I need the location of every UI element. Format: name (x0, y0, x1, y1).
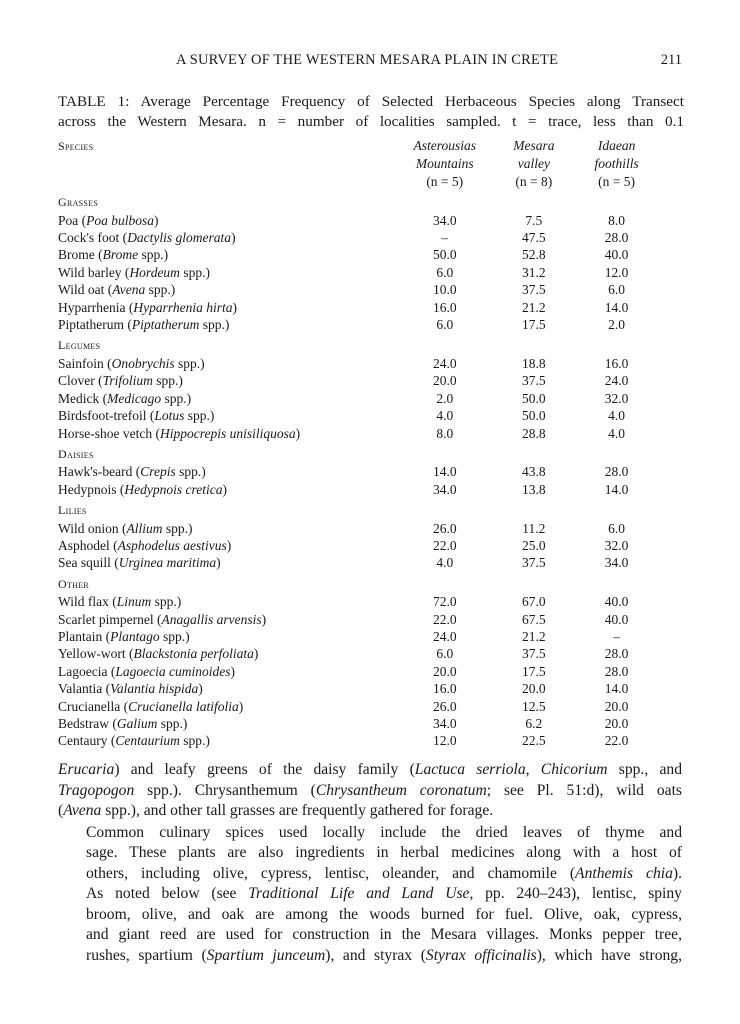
species-latin-name: Hyparrhenia hirta (133, 299, 233, 315)
table-row (58, 611, 658, 628)
table-row (58, 481, 658, 498)
species-name (58, 229, 389, 246)
species-name (58, 372, 389, 389)
frequency-value: 40.0 (604, 611, 629, 627)
species-latin-name: Galium (116, 716, 158, 731)
frequency-value: 24.0 (432, 355, 457, 371)
frequency-value: 17.5 (522, 317, 546, 333)
species-frequency-table (58, 137, 658, 750)
species-latin-name: Crepis (140, 464, 176, 480)
frequency-value: 34.0 (432, 212, 457, 228)
frequency-value: 34.0 (604, 555, 629, 571)
species-name (58, 390, 389, 407)
col-header-mesara-l1: Mesara (513, 138, 555, 153)
group-heading: Legumes (58, 338, 101, 353)
caption-line-2: across the Western Mesara. n = number of localities sampled. t = trace, less than 0.1 (58, 113, 684, 130)
frequency-value: 28.0 (604, 646, 629, 662)
group-heading: Grasses (58, 195, 99, 210)
species-latin-name: Lagoecia cuminoides (115, 663, 231, 679)
text-line (58, 884, 682, 905)
frequency-value: 40.0 (604, 594, 629, 610)
species-name-tail: spp.) (174, 355, 205, 371)
frequency-value: 20.0 (432, 373, 457, 389)
species-latin-name: Medicago (107, 390, 162, 406)
table-row (58, 663, 658, 680)
species-name-tail: spp.) (175, 464, 206, 480)
italic-run: Anthemis chia (575, 864, 673, 882)
species-name (58, 698, 389, 715)
species-common-name: Cock's foot ( (58, 230, 128, 246)
body-text (58, 760, 682, 966)
frequency-value: 14.0 (432, 464, 457, 480)
species-name-tail: ) (198, 681, 203, 697)
species-common-name: Hyparrhenia ( (58, 299, 134, 315)
frequency-value: 4.0 (608, 408, 626, 424)
species-name (58, 299, 389, 316)
species-name-tail: ) (295, 425, 301, 441)
group-heading-row (58, 442, 658, 463)
text-run: , pp. 240–243), lentisc, spiny (469, 885, 682, 902)
frequency-value: 13.8 (522, 481, 546, 497)
table-row (58, 316, 658, 333)
frequency-value: 20.0 (522, 681, 546, 697)
col-header-mesara-n: (n = 8) (515, 173, 553, 189)
text-run: ), and styrax ( (325, 946, 426, 964)
species-name (58, 537, 389, 554)
species-latin-name: Blackstonia perfoliata (133, 646, 254, 662)
species-column-header: Species (58, 139, 94, 153)
frequency-value: 47.5 (522, 230, 546, 246)
frequency-value: 16.0 (432, 681, 457, 697)
frequency-value: 6.0 (436, 264, 454, 280)
frequency-value: 20.0 (604, 716, 629, 731)
species-latin-name: Anagallis arvensis (161, 611, 262, 627)
group-heading-row (58, 333, 658, 354)
table-row (58, 593, 658, 610)
species-name (58, 732, 389, 749)
table-row (58, 390, 658, 407)
frequency-value: 67.0 (522, 594, 546, 610)
col-header-asterousias-n: (n = 5) (426, 173, 464, 189)
frequency-value: 37.5 (522, 373, 546, 389)
species-latin-name: Poa bulbosa (86, 212, 155, 228)
frequency-value: 21.2 (522, 628, 546, 644)
italic-run: Tragopogon (58, 781, 135, 799)
species-name-tail: spp.) (179, 733, 210, 749)
species-name-tail: spp.) (152, 373, 183, 389)
text-run: As noted below (see (86, 885, 249, 902)
frequency-value: 21.2 (522, 299, 546, 315)
frequency-value: 6.0 (608, 282, 626, 298)
species-latin-name: Linum (116, 594, 152, 610)
species-name-tail: ) (261, 611, 267, 627)
species-common-name: Wild flax ( (58, 594, 117, 610)
frequency-value: 26.0 (432, 520, 457, 536)
species-name-tail: ) (230, 663, 235, 679)
group-heading: Other (58, 576, 90, 591)
table-caption (58, 92, 684, 132)
species-common-name: Horse-shoe vetch ( (58, 425, 160, 441)
col-header-asterousias-l1: Asterousias (413, 138, 476, 153)
frequency-value: 22.0 (432, 611, 457, 627)
species-name-tail: spp.) (161, 390, 192, 406)
species-common-name: Wild onion ( (58, 520, 127, 536)
frequency-value: 16.0 (604, 355, 629, 371)
species-latin-name: Hedypnois cretica (124, 481, 223, 497)
group-heading: Daisies (58, 446, 94, 461)
table-header-row-1 (58, 137, 658, 155)
frequency-value: 34.0 (432, 481, 457, 497)
col-header-asterousias-l2: Mountains (415, 156, 474, 172)
text-run: others, including olive, cypress, lentisc, oleander, and chamomile ( (86, 864, 576, 882)
frequency-value: 12.5 (522, 698, 546, 714)
italic-run: Avena (63, 802, 102, 819)
species-common-name: Birdsfoot-trefoil ( (58, 408, 155, 424)
table-row (58, 554, 658, 571)
text-run: ). (672, 864, 683, 882)
species-name (58, 554, 389, 571)
frequency-value: 14.0 (604, 299, 629, 315)
frequency-value: 37.5 (522, 646, 546, 662)
text-line (58, 864, 682, 885)
table-row (58, 407, 658, 424)
species-name-tail: ) (226, 537, 232, 553)
group-heading: Lilies (58, 503, 87, 518)
frequency-value: 7.5 (525, 212, 543, 228)
species-name (58, 680, 389, 697)
species-common-name: Yellow-wort ( (58, 646, 134, 662)
table-row (58, 229, 658, 246)
species-name-tail: spp.) (159, 628, 190, 644)
species-name-tail: spp.) (138, 247, 169, 263)
frequency-value: 16.0 (432, 299, 457, 315)
frequency-value: 32.0 (604, 537, 629, 553)
text-run: spp., and (607, 761, 682, 778)
running-title: A SURVEY OF THE WESTERN MESARA PLAIN IN CRETE (176, 52, 559, 68)
species-latin-name: Hippocrepis unisiliquosa (159, 425, 296, 441)
table-header-row-3 (58, 173, 658, 190)
frequency-value: 24.0 (604, 373, 629, 389)
species-common-name: Hawk's-beard ( (58, 464, 141, 480)
text-run: ) and leafy greens of the daisy family ( (114, 761, 415, 778)
frequency-value: 6.2 (525, 716, 543, 731)
italic-run: Erucaria (58, 761, 115, 778)
frequency-value: 6.0 (436, 646, 454, 662)
text-line (58, 905, 682, 926)
species-name (58, 212, 389, 229)
text-line (58, 781, 682, 802)
text-line (58, 801, 682, 822)
frequency-value: 2.0 (436, 390, 454, 406)
text-line (58, 843, 682, 864)
running-header (58, 52, 682, 72)
table-row (58, 520, 658, 537)
table-header-row-2 (58, 155, 658, 172)
table-row (58, 372, 658, 389)
species-common-name: Valantia ( (58, 681, 111, 697)
text-line (58, 946, 682, 967)
text-run: ; see Pl. 51:d), wild oats (486, 781, 682, 799)
frequency-value: 18.8 (522, 355, 546, 371)
species-name (58, 316, 389, 333)
frequency-value: 31.2 (522, 264, 546, 280)
frequency-value: 52.8 (522, 247, 546, 263)
species-common-name: Wild oat ( (58, 282, 113, 298)
italic-run: Spartium junceum (206, 946, 326, 964)
species-name-tail: spp.) (151, 594, 182, 610)
caption-line-1: TABLE 1: Average Percentage Frequency of Selected Herbaceous Species along Transect (58, 93, 684, 110)
species-name-tail: ) (238, 698, 244, 714)
species-latin-name: Trifolium (102, 373, 153, 389)
species-name-tail: spp.) (184, 408, 215, 424)
frequency-value: 6.0 (608, 520, 626, 536)
frequency-value: 17.5 (522, 663, 546, 679)
frequency-value: 25.0 (522, 537, 546, 553)
frequency-value: 2.0 (608, 317, 626, 333)
species-name-tail: spp.) (145, 282, 176, 298)
text-run: spp.). Chrysanthemum ( (134, 781, 316, 799)
col-header-idaean-n: (n = 5) (598, 173, 636, 189)
frequency-value: 4.0 (608, 425, 626, 441)
species-latin-name: Brome (102, 247, 139, 263)
table-row (58, 680, 658, 697)
species-common-name: Lagoecia ( (58, 663, 116, 679)
frequency-value: 72.0 (432, 594, 457, 610)
text-run: spp.), and other tall grasses are frequently gathered for forage. (101, 802, 494, 819)
species-common-name: Hedypnois ( (58, 481, 125, 497)
text-run: sage. These plants are also ingredients in herbal medicines along with a host of (86, 844, 682, 861)
frequency-value: 10.0 (432, 282, 457, 298)
col-header-idaean-l1: Idaean (597, 138, 636, 153)
col-header-idaean-l2: foothills (594, 156, 639, 172)
table-row (58, 537, 658, 554)
text-line (58, 760, 682, 781)
frequency-value: 37.5 (522, 555, 546, 571)
species-latin-name: Piptatherum (131, 317, 200, 333)
frequency-value: 22.0 (432, 537, 457, 553)
table-row (58, 212, 658, 229)
group-heading-row (58, 190, 658, 211)
species-latin-name: Centaurium (115, 733, 180, 749)
text-run: Common culinary spices used locally include the dried leaves of thyme and (86, 823, 682, 841)
table-row (58, 281, 658, 298)
species-latin-name: Urginea maritima (118, 555, 217, 571)
frequency-value: 28.0 (604, 230, 629, 246)
species-name (58, 481, 389, 498)
frequency-value: 11.2 (522, 520, 546, 536)
species-latin-name: Plantago (110, 628, 160, 644)
table-row (58, 645, 658, 662)
species-common-name: Scarlet pimpernel ( (58, 611, 162, 627)
frequency-value: 43.8 (522, 464, 546, 480)
frequency-value: 4.0 (436, 408, 454, 424)
species-name (58, 463, 389, 480)
frequency-value: 32.0 (604, 390, 629, 406)
frequency-value: 6.0 (436, 317, 454, 333)
frequency-value: 14.0 (604, 481, 629, 497)
species-common-name: Centaury ( (58, 733, 116, 749)
species-name-tail: ) (154, 212, 159, 228)
species-name-tail: ) (231, 230, 236, 246)
species-common-name: Medick ( (58, 390, 108, 406)
frequency-value: 22.5 (522, 733, 546, 749)
frequency-value: 24.0 (432, 628, 457, 644)
species-name (58, 246, 389, 263)
frequency-value: 37.5 (522, 282, 546, 298)
species-name (58, 355, 389, 372)
species-name-tail: spp.) (157, 716, 188, 731)
frequency-value: 40.0 (604, 247, 629, 263)
frequency-value: 8.0 (608, 212, 626, 228)
species-common-name: Wild barley ( (58, 264, 130, 280)
species-name (58, 715, 389, 732)
species-name-tail: ) (216, 555, 221, 571)
frequency-value: – (441, 230, 449, 246)
species-latin-name: Allium (126, 520, 163, 536)
frequency-value: 50.0 (522, 390, 546, 406)
text-line (58, 823, 682, 844)
species-name-tail: spp.) (162, 520, 193, 536)
table-row (58, 299, 658, 316)
species-common-name: Plantain ( (58, 628, 111, 644)
species-name (58, 593, 389, 610)
italic-run: Styrax officinalis (425, 946, 537, 964)
species-name (58, 425, 389, 442)
italic-run: Lactuca serriola, Chicorium (414, 761, 608, 778)
table-row (58, 628, 658, 645)
species-latin-name: Onobrychis (111, 355, 175, 371)
species-name (58, 628, 389, 645)
italic-run: Traditional Life and Land Use (248, 885, 470, 902)
species-name-tail: spp.) (199, 317, 230, 333)
species-common-name: Brome ( (58, 247, 103, 263)
species-common-name: Clover ( (58, 373, 103, 389)
species-common-name: Piptatherum ( (58, 317, 132, 333)
col-header-mesara-l2: valley (517, 156, 550, 172)
text-line (58, 925, 682, 946)
frequency-value: 12.0 (604, 264, 629, 280)
table-row (58, 355, 658, 372)
species-name (58, 264, 389, 281)
frequency-value: 28.0 (604, 663, 629, 679)
species-name-tail: ) (222, 481, 227, 497)
species-name (58, 520, 389, 537)
paragraph-1 (58, 760, 682, 822)
table-row (58, 264, 658, 281)
group-heading-row (58, 572, 658, 593)
text-run: ( (58, 802, 64, 819)
species-latin-name: Lotus (154, 408, 185, 424)
table-row (58, 425, 658, 442)
frequency-value: – (613, 628, 620, 644)
text-run: broom, olive, and oak are among the woods burned for fuel. Olive, oak, cypress, (86, 905, 682, 923)
text-run: ), which have strong, (536, 946, 682, 964)
species-latin-name: Valantia hispida (110, 681, 199, 697)
frequency-value: 20.0 (604, 698, 629, 714)
table-row (58, 732, 658, 749)
frequency-value: 50.0 (432, 247, 457, 263)
frequency-value: 50.0 (522, 408, 546, 424)
frequency-value: 4.0 (436, 555, 454, 571)
species-name (58, 663, 389, 680)
frequency-value: 20.0 (432, 663, 457, 679)
species-common-name: Sea squill ( (58, 555, 119, 571)
species-common-name: Crucianella ( (58, 698, 129, 714)
frequency-value: 14.0 (604, 681, 629, 697)
species-name (58, 611, 389, 628)
table-row (58, 715, 658, 732)
species-common-name: Poa ( (58, 212, 87, 228)
species-name (58, 645, 389, 662)
paragraph-2 (58, 823, 682, 967)
group-heading-row (58, 498, 658, 519)
frequency-value: 28.0 (604, 464, 629, 480)
species-latin-name: Crucianella latifolia (128, 698, 239, 714)
species-latin-name: Avena (112, 282, 146, 298)
page-number: 211 (660, 52, 682, 68)
frequency-value: 34.0 (432, 716, 457, 731)
species-name (58, 407, 389, 424)
species-name-tail: ) (253, 646, 259, 662)
species-common-name: Sainfoin ( (58, 355, 112, 371)
table-row (58, 246, 658, 263)
species-common-name: Asphodel ( (58, 537, 118, 553)
species-name (58, 281, 389, 298)
frequency-value: 22.0 (604, 733, 629, 749)
species-name-tail: spp.) (179, 264, 210, 280)
italic-run: Chrysantheum coronatum (315, 781, 487, 799)
text-run: rushes, spartium ( (86, 946, 207, 964)
species-name-tail: ) (232, 299, 237, 315)
species-latin-name: Asphodelus aestivus (117, 537, 227, 553)
species-latin-name: Dactylis glomerata (127, 230, 232, 246)
text-run: and giant reed are used for construction in the Mesara villages. Monks pepper tree, (86, 926, 682, 943)
species-common-name: Bedstraw ( (58, 716, 117, 731)
species-latin-name: Hordeum (129, 264, 180, 280)
frequency-value: 67.5 (522, 611, 546, 627)
frequency-value: 26.0 (432, 698, 457, 714)
table-row (58, 698, 658, 715)
frequency-value: 8.0 (436, 425, 454, 441)
table-row (58, 463, 658, 480)
frequency-value: 28.8 (522, 425, 546, 441)
frequency-value: 12.0 (432, 733, 457, 749)
